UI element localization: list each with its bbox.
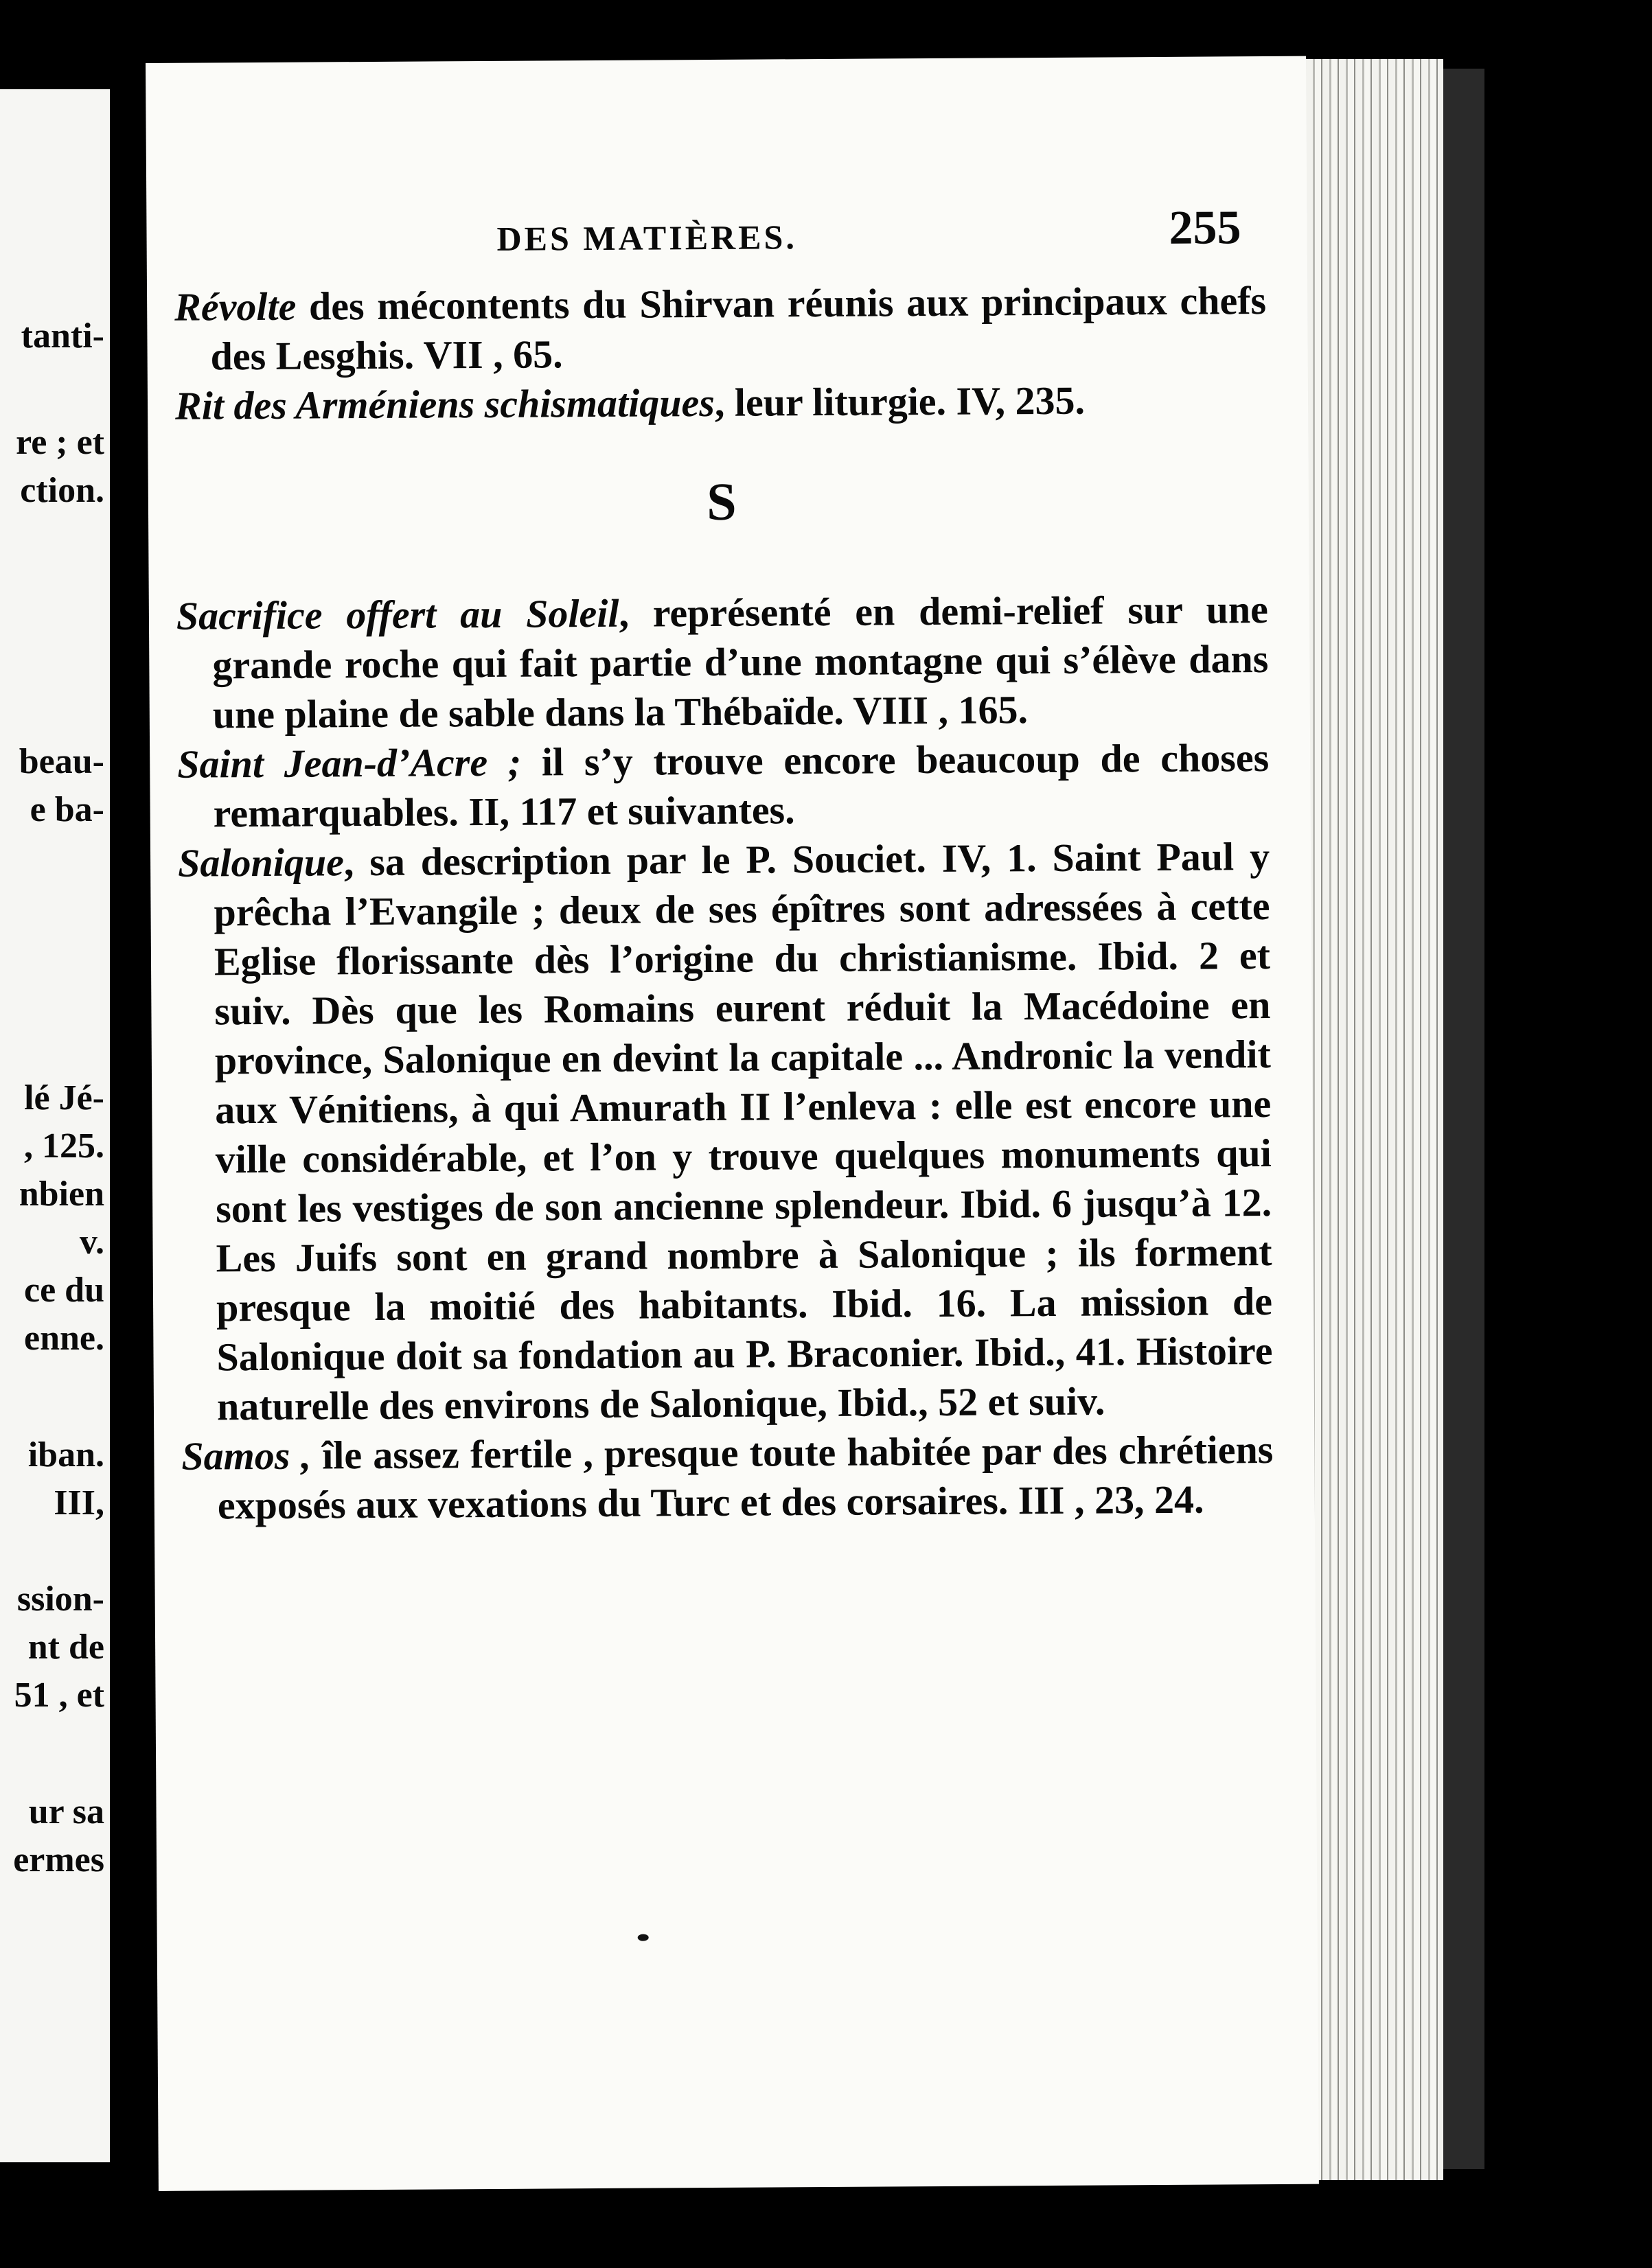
index-entries xyxy=(174,276,1274,1531)
page-number: 255 xyxy=(1169,201,1241,255)
section-letter: S xyxy=(706,471,737,532)
running-head: DES MATIÈRES. xyxy=(496,218,798,258)
facing-page-fragment: enne. xyxy=(24,1319,104,1358)
facing-page-fragment: ermes xyxy=(13,1840,104,1879)
facing-page xyxy=(0,89,110,2162)
entry-term: Révolte xyxy=(174,284,297,329)
entry-text: , leur liturgie. IV, 235. xyxy=(714,378,1086,425)
facing-page-fragment: ur sa xyxy=(28,1792,104,1831)
book-page xyxy=(146,56,1319,2191)
entry-text: , sa description par le P. Souciet. IV, 1. Saint Paul y prêcha l’Evangile ; deux de ses épîtres sont adressées à cette Eglise florissante dès l’origine du christianisme. Ibid. 2 et suiv. Dès que les Romains eurent réduit la Macédoine en province, Salonique en devint la capitale ... Andronic la vendit aux Vénitiens, à qui Amurath II l’enleva : elle est encore une ville considérable, et l’on y trouve quelques monuments qui sont les vestiges de son ancienne splendeur. Ibid. 6 jusqu’à 12. Les Juifs sont en grand nombre à Salonique ; ils forment presque la moitié des habitants. Ibid. 16. La mission de Salonique doit sa fondation au P. Braconier. Ibid., 41. Histoire naturelle des environs de Salonique, Ibid., 52 et suiv. xyxy=(214,834,1273,1429)
entry-term: Salonique xyxy=(177,840,345,886)
index-entry xyxy=(176,585,1269,740)
facing-page-fragment: re ; et xyxy=(16,423,104,462)
facing-page-fragment: 51 , et xyxy=(14,1676,104,1715)
ink-mark xyxy=(638,1934,649,1941)
index-entry xyxy=(181,1425,1274,1531)
entry-term: Samos , xyxy=(181,1433,312,1479)
facing-page-fragment: tanti- xyxy=(21,316,104,356)
facing-page-fragment: nbien xyxy=(19,1174,104,1214)
facing-page-fragment: v. xyxy=(79,1223,104,1262)
facing-page-fragment: III, xyxy=(54,1483,104,1523)
entry-term: Saint Jean-d’Acre ; xyxy=(177,739,522,787)
entry-text: des mécontents du Shirvan réunis aux principaux chefs des Lesghis. VII , 65. xyxy=(210,278,1267,379)
facing-page-fragment: e ba- xyxy=(30,790,104,829)
entry-term: Rit des Arméniens schismatiques xyxy=(174,380,715,428)
index-entry xyxy=(175,375,1267,431)
entry-text: île assez fertile , presque toute habitée par des chrétiens exposés aux vexations du Turc et des corsaires. III , 23, 24. xyxy=(217,1427,1274,1528)
facing-page-fragment: ction. xyxy=(20,471,104,510)
entry-term: Sacrifice offert au Soleil xyxy=(176,590,619,638)
index-entry xyxy=(178,832,1273,1432)
facing-page-fragment: ssion- xyxy=(16,1579,104,1619)
facing-page-fragment: nt de xyxy=(27,1628,104,1667)
entry-text: il s’y trouve encore beaucoup de choses remarquables. II, 117 et suivantes. xyxy=(213,735,1270,836)
facing-page-fragment: ce du xyxy=(24,1271,104,1310)
facing-page-fragment: beau- xyxy=(19,742,104,781)
facing-page-fragment: iban. xyxy=(27,1435,104,1474)
index-entry xyxy=(174,276,1267,382)
index-entry xyxy=(177,733,1270,839)
page-edges xyxy=(1306,59,1443,2180)
facing-page-fragment: lé Jé- xyxy=(24,1078,104,1118)
entry-text: , représenté en demi-relief sur une grande roche qui fait partie d’une montagne qui s’élève dans une plaine de sable dans la Thébaïde. VIII , 165. xyxy=(212,587,1269,737)
facing-page-fragment: , 125. xyxy=(24,1126,104,1166)
book-cover-edge xyxy=(1443,69,1484,2169)
